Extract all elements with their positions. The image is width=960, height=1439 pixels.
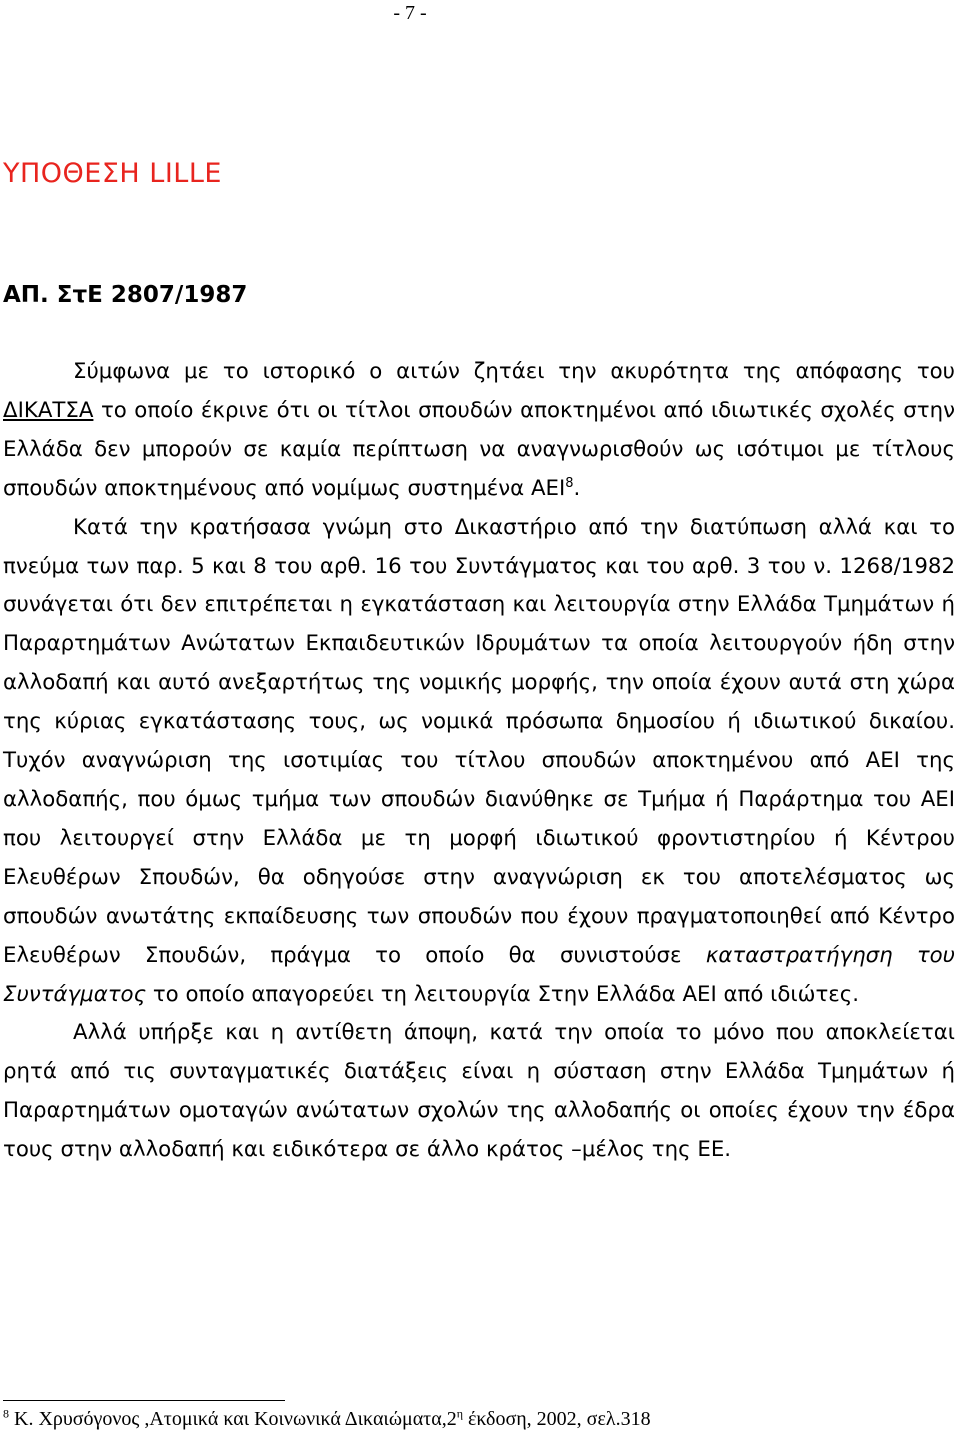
case-reference: ΑΠ. ΣτΕ 2807/1987 <box>3 282 248 308</box>
emphasis-text: καταστρατήγηση του Συντάγματος <box>3 942 955 1007</box>
page-number: - 7 - <box>393 2 427 24</box>
footnote-ref[interactable]: 8 <box>565 475 574 491</box>
paragraph-1: Σύμφωνα με το ιστορικό ο αιτών ζητάει την ακυρότητα της απόφασης του ΔΙΚΑΤΣΑ το οποίο έκρινε ότι οι τίτλοι σπουδών αποκτημένοι από ιδιωτικές σχολές στην Ελλάδα δεν μπορούν σε καμία περίπτωση να αναγνωρισθούν ως ισότιμοι με τίτλους σπουδών αποκτημένους από νομίμως συστημένα ΑΕΙ$^8$. <box>3 359 955 501</box>
paragraph-2: Κατά την κρατήσασα γνώμη στο Δικαστήριο από την διατύπωση αλλά και το πνεύμα των παρ. 5 και 8 του αρθ. 16 του Συντάγματος και του αρθ. 3 του ν. 1268/1982 συνάγεται ότι δεν επιτρέπεται η εγκατάσταση και λειτουργία στην Ελλάδα Τμημάτων ή Παραρτημάτων Ανώτατων Εκπαιδευτικών Ιδρυμάτων τα οποία λειτουργούν ήδη στην αλλοδαπή και αυτό ανεξαρτήτως της νομικής μορφής, την οποία έχουν αυτά στη χώρα της κύριας εγκατάστασης τους, ως νομικά πρόσωπα δημοσίου ή ιδιωτικού δικαίου. Τυχόν αναγνώριση της ισοτιμίας του τίτλου σπουδών αποκτημένου από ΑΕΙ της αλλοδαπής, που όμως τμήμα των σπουδών διανύθηκε σε Τμήμα ή Παράρτημα του ΑΕΙ που λειτουργεί στην Ελλάδα με τη μορφή ιδιωτικού φροντιστηρίου ή Κέντρου Ελευθέρων Σπουδών, θα οδηγούσε στην αναγνώριση εκ του αποτελέσματος ως σπουδών ανωτάτης εκπαίδευσης των σπουδών που έχουν πραγματοποιηθεί από Κέντρο Ελευθέρων Σπουδών, πράγμα το οποίο θα συνιστούσε καταστρατήγηση του Συντάγματος το οποίο απαγορεύει τη λειτουργία Στην Ελλάδα ΑΕΙ από ιδιώτες. <box>3 514 955 1007</box>
underlined-org: ΔΙΚΑΤΣΑ <box>3 397 94 423</box>
footnote-number: 8 <box>3 1406 9 1421</box>
body-text <box>3 353 955 1170</box>
document-title: ΥΠΟΘΕΣΗ LILLE <box>3 158 222 189</box>
paragraph-3: Αλλά υπήρξε και η αντίθετη άποψη, κατά την οποία το μόνο που αποκλείεται ρητά από τις συνταγματικές διατάξεις είναι η σύσταση στην Ελλάδα Τμημάτων ή Παραρτημάτων ομοταγών ανώτατων σχολών της αλλοδαπής οι οποίες έχουν την έδρα τους στην αλλοδαπή και ειδικότερα σε άλλο κράτος –μέλος της ΕΕ. <box>3 1020 955 1163</box>
footnote: $^8$ Κ. Χρυσόγονος ,Ατομικά και Κοινωνικά $\Delta\iota\kappa\alpha\iota ώ\mu\alpha\tau\alpha,2^\eta$ έκδοση, 2002, σελ.318 <box>3 1406 651 1430</box>
footnote-divider <box>3 1400 285 1401</box>
